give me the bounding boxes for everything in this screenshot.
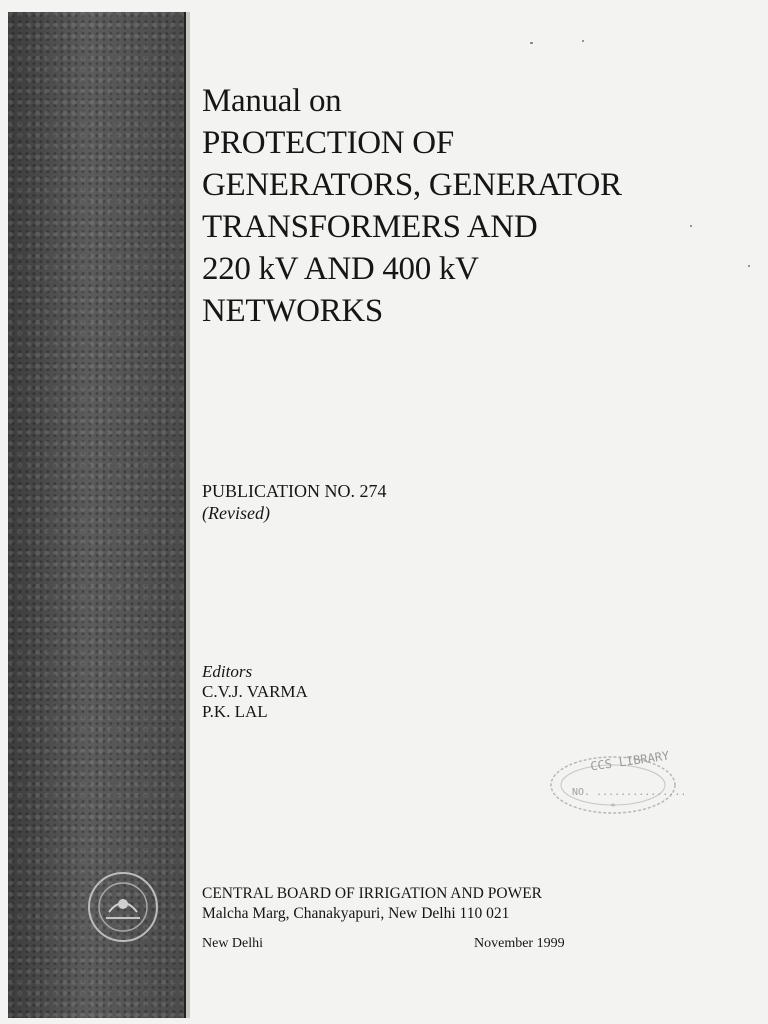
title-line: NETWORKS xyxy=(202,293,383,329)
publication-number: PUBLICATION NO. 274 xyxy=(202,481,387,501)
editors-label: Editors xyxy=(202,662,253,681)
svg-text:*: * xyxy=(610,802,616,813)
scan-speck xyxy=(530,42,533,44)
stamp-number: NO. ............... xyxy=(572,787,687,798)
stamp-text: CCS LIBRARY xyxy=(589,748,671,774)
spine-edge xyxy=(186,12,190,1018)
publication-city: New Delhi xyxy=(202,936,264,951)
scan-speck xyxy=(748,265,750,267)
publisher-block xyxy=(202,884,542,924)
scan-speck xyxy=(690,225,692,227)
editors-block xyxy=(202,662,308,722)
publication-info xyxy=(202,480,387,524)
cbip-emblem-logo xyxy=(84,868,162,946)
document-title xyxy=(202,80,622,332)
editor-name: P.K. LAL xyxy=(202,702,268,721)
title-line: PROTECTION OF xyxy=(202,125,454,161)
publication-date: November 1999 xyxy=(474,936,565,951)
publication-revision: (Revised) xyxy=(202,503,270,523)
publisher-address: Malcha Marg, Chanakyapuri, New Delhi 110 021 xyxy=(202,905,510,922)
title-line: 220 kV AND 400 kV xyxy=(202,251,479,287)
scan-speck xyxy=(582,40,584,42)
editor-name: C.V.J. VARMA xyxy=(202,682,308,701)
publisher-name: CENTRAL BOARD OF IRRIGATION AND POWER xyxy=(202,885,543,902)
title-line: GENERATORS, GENERATOR xyxy=(202,167,622,203)
title-line: Manual on xyxy=(202,83,342,119)
title-line: TRANSFORMERS AND xyxy=(202,209,538,245)
